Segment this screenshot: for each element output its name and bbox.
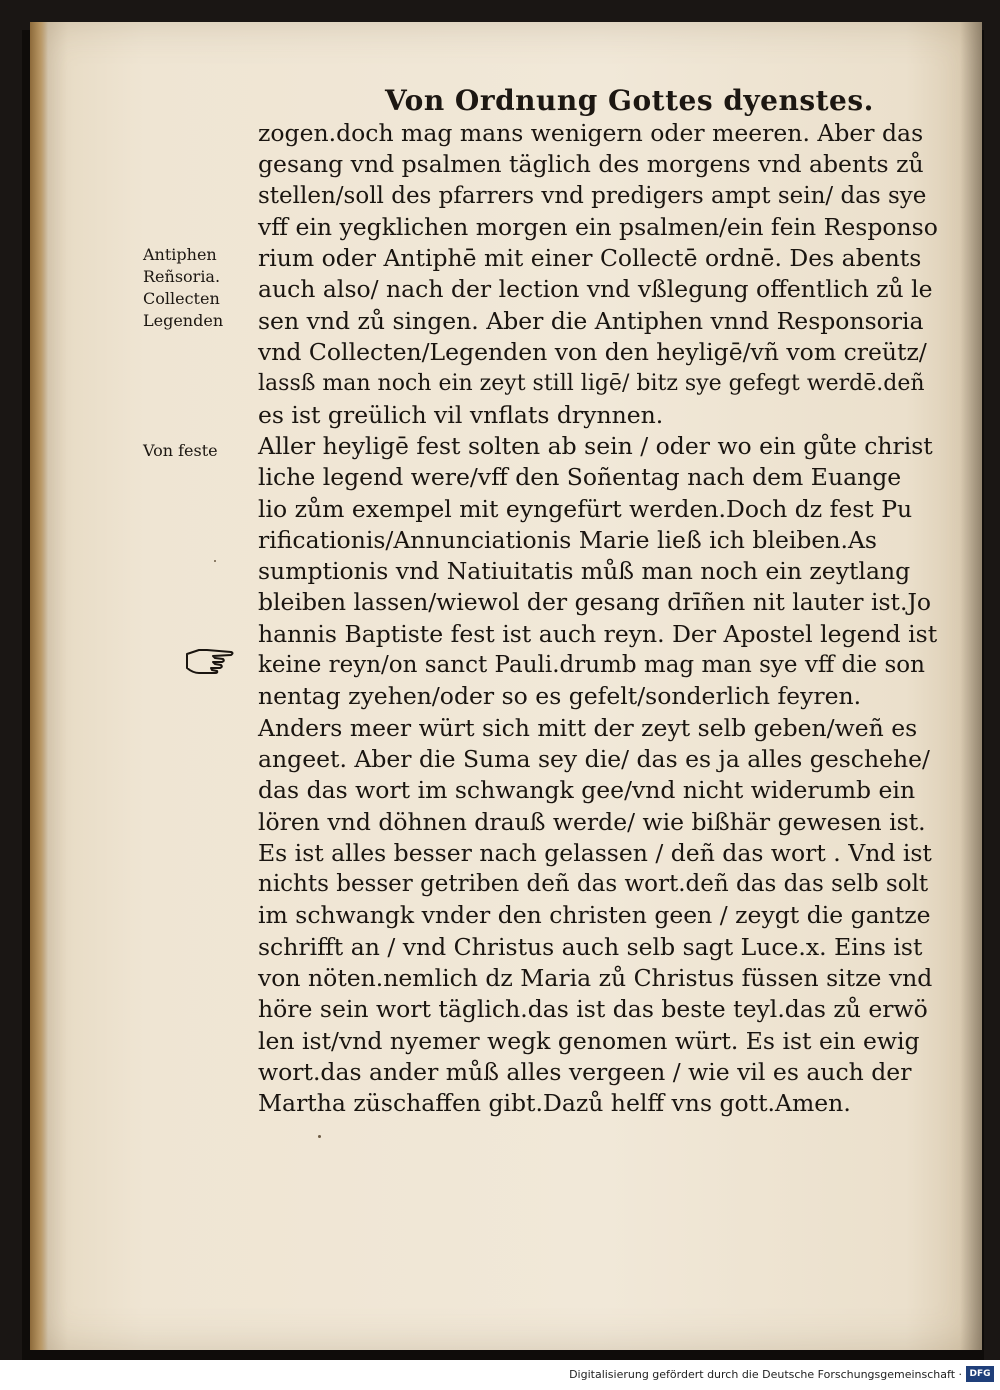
- text-line: Anders meer würt sich mitt der zeyt selb geben/weñ es: [258, 713, 918, 742]
- text-line: höre sein wort täglich.das ist das beste teyl.das zů erwö: [258, 995, 928, 1024]
- text-line: zogen.doch mag mans wenigern oder meeren. Aber das: [258, 119, 924, 147]
- text-line: Aller heyligē fest solten ab sein / oder wo ein gůte christ: [258, 431, 933, 460]
- text-line: stellen/soll des pfarrers vnd predigers ampt sein/ das sye: [258, 182, 927, 209]
- text-line: angeet. Aber die Suma sey die/ das es ja alles geschehe/: [258, 744, 930, 773]
- text-line: bleiben lassen/wiewol der gesang drīñen nit lauter ist.Jo: [258, 588, 932, 617]
- text-line: hannis Baptiste fest ist auch reyn. Der Apostel legend ist: [258, 619, 938, 648]
- margin-note-von-feste: Von feste: [143, 441, 218, 460]
- text-line: auch also/ nach der lection vnd vßlegung offentlich zů le: [258, 275, 933, 304]
- margin-note-antiphen: Antiphen: [143, 245, 217, 264]
- margin-note-group-2: [143, 440, 218, 462]
- dfg-logo[interactable]: DFG: [966, 1366, 994, 1382]
- text-line: lio zům exempel mit eyngefürt werden.Doch dz fest Pu: [258, 494, 913, 523]
- margin-note-collecten: Collecten: [143, 289, 220, 308]
- text-line: gesang vnd psalmen täglich des morgens vnd abents zů: [258, 150, 924, 179]
- paper-speck: [214, 560, 216, 562]
- text-line: lassß man noch ein zeyt still ligē/ bitz sye gefegt werdē.deñ: [258, 371, 925, 397]
- text-line: nentag zyehen/oder so es gefelt/sonderlich feyren.: [258, 682, 862, 711]
- text-line: das das wort im schwangk gee/vnd nicht widerumb ein: [258, 776, 916, 805]
- text-line: nichts besser getriben deñ das wort.deñ das das selb solt: [258, 871, 929, 898]
- text-line: von nöten.nemlich dz Maria zů Christus füssen sitze vnd: [258, 964, 933, 993]
- pointing-hand-icon: [185, 644, 235, 676]
- footer-bar: [0, 1360, 1000, 1390]
- margin-note-legenden: Legenden: [143, 311, 224, 330]
- margin-note-group-1: [143, 244, 223, 332]
- text-line: sumptionis vnd Natiuitatis můß man noch ein zeytlang: [258, 557, 911, 586]
- text-line: Martha züschaffen gibt.Dazů helff vns gott.Amen.: [258, 1089, 851, 1118]
- text-line: keine reyn/on sanct Pauli.drumb mag man sye vff die son: [258, 652, 925, 679]
- margin-note-responsoria: Reñsoria.: [143, 267, 221, 286]
- text-line: len ist/vnd nyemer wegk genomen würt. Es ist ein ewig: [258, 1026, 920, 1055]
- text-line: rium oder Antiphē mit einer Collectē ordnē. Des abents: [258, 244, 922, 273]
- text-line: wort.das ander můß alles vergeen / wie vil es auch der: [258, 1057, 912, 1086]
- text-line: es ist greülich vil vnflats drynnen.: [258, 400, 664, 429]
- text-line: im schwangk vnder den christen geen / zeygt die gantze: [258, 901, 931, 930]
- text-line: sen vnd zů singen. Aber die Antiphen vnnd Responsoria: [258, 306, 924, 335]
- page-edge-binding: [30, 22, 48, 1350]
- text-line: liche legend were/vff den Soñentag nach dem Euange: [258, 463, 902, 492]
- page-right-shadow: [960, 22, 982, 1350]
- text-line: rificationis/Annunciationis Marie ließ ich bleiben.As: [258, 525, 877, 554]
- body-text: [258, 118, 938, 1120]
- text-line: Es ist alles besser nach gelassen / deñ das wort . Vnd ist: [258, 838, 932, 867]
- text-line: vff ein yegklichen morgen ein psalmen/ein fein Responso: [258, 212, 938, 241]
- text-line: lören vnd döhnen drauß werde/ wie bißhär gewesen ist.: [258, 807, 926, 836]
- footer-credit: Digitalisierung gefördert durch die Deutsche Forschungsgemeinschaft ·: [569, 1368, 962, 1381]
- text-line: schrifft an / vnd Christus auch selb sagt Luce.x. Eins ist: [258, 932, 923, 961]
- running-header: Von Ordnung Gottes dyenstes.: [385, 84, 874, 117]
- paper-speck: [318, 1135, 321, 1138]
- text-line: vnd Collecten/Legenden von den heyligē/vñ vom creütz/: [258, 338, 927, 367]
